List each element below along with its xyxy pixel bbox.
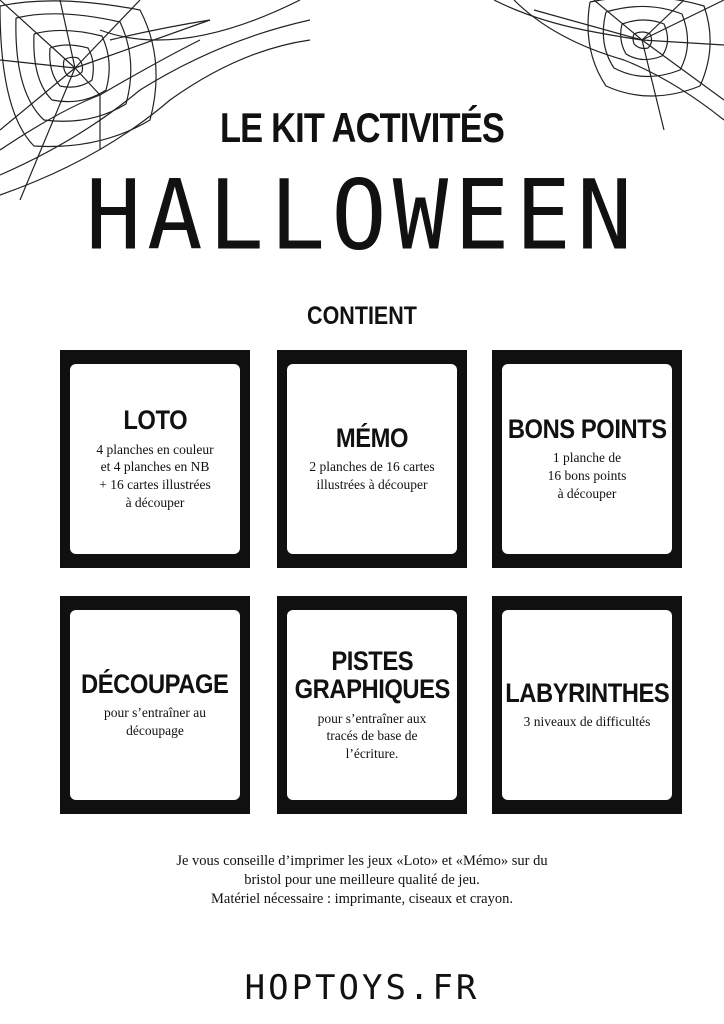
card-memo (277, 350, 467, 568)
halloween-title-text: HALLOWEEN (85, 159, 639, 272)
card-description: 4 planches en couleur et 4 planches en NB + 16 cartes illustrées à découper (96, 441, 214, 510)
card-description: 3 niveaux de difficultés (523, 714, 651, 730)
card-description: 1 planche de 16 bons points à découper (547, 450, 627, 502)
footer-note-line: Matériel nécessaire : imprimante, ciseaux et crayon. (211, 891, 513, 907)
footer-note-line: Je vous conseille d’imprimer les jeux «Loto» et «Mémo» sur du (176, 853, 548, 869)
footer-note-line: bristol pour une meilleure qualité de jeu. (244, 872, 480, 888)
card-decoupage (60, 596, 250, 814)
card-title: LOTO (123, 405, 187, 436)
kit-title: LE KIT ACTIVITÉS (219, 104, 505, 151)
brand-logo: HOPTOYS.FR (244, 968, 480, 1008)
card-description: pour s’entraîner au découpage (104, 705, 206, 739)
card-labyrinthes (492, 596, 682, 814)
card-pistes-graphiques (277, 596, 467, 814)
card-title: DÉCOUPAGE (81, 669, 229, 700)
footer-note (0, 852, 724, 909)
card-description: pour s’entraîner aux tracés de base de l’écriture. (317, 710, 427, 762)
card-description: 2 planches de 16 cartes illustrées à découper (309, 459, 435, 493)
card-title: BONS POINTS (507, 414, 667, 445)
halloween-title (0, 159, 724, 272)
card-title: MÉMO (335, 423, 409, 454)
card-bons-points (492, 350, 682, 568)
card-title: PISTES GRAPHIQUES (294, 645, 450, 705)
card-loto (60, 350, 250, 568)
card-title: LABYRINTHES (504, 677, 670, 708)
contains-heading: CONTIENT (307, 302, 417, 330)
